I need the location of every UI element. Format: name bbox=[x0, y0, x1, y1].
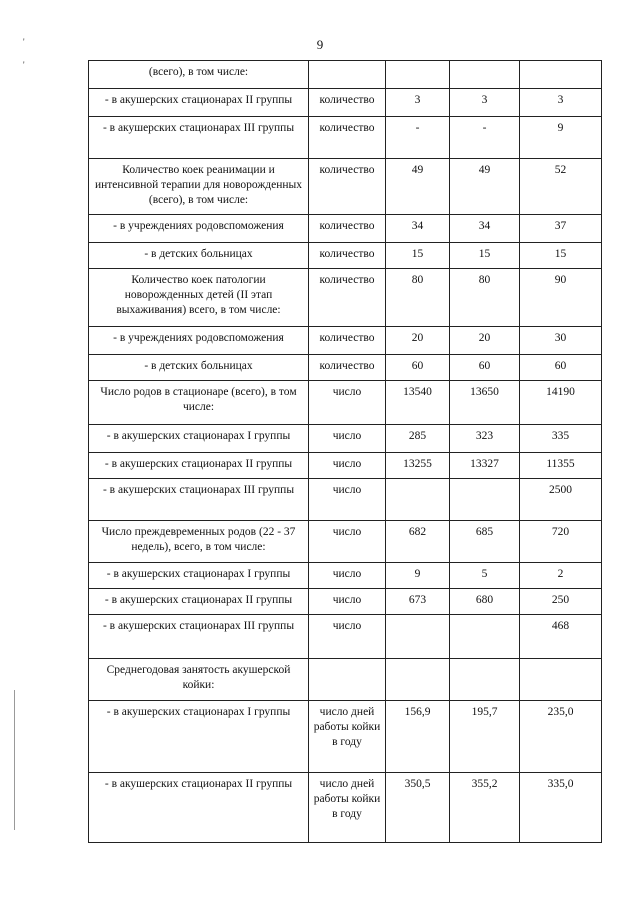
value-cell: 37 bbox=[520, 215, 602, 243]
indicator-cell: - в детских больницах bbox=[89, 355, 309, 381]
indicator-cell: - в акушерских стационарах III группы bbox=[89, 117, 309, 159]
table-row bbox=[89, 479, 602, 521]
value-cell: - bbox=[386, 117, 450, 159]
table-row bbox=[89, 61, 602, 89]
value-cell: 60 bbox=[450, 355, 520, 381]
unit-cell: количество bbox=[309, 159, 386, 215]
unit-cell: число дней работы койки в году bbox=[309, 701, 386, 773]
unit-cell: число дней работы койки в году bbox=[309, 773, 386, 843]
value-cell: - bbox=[450, 117, 520, 159]
table-row bbox=[89, 243, 602, 269]
value-cell: 335,0 bbox=[520, 773, 602, 843]
indicator-cell: Среднегодовая занятость акушерской койки: bbox=[89, 659, 309, 701]
value-cell: 350,5 bbox=[386, 773, 450, 843]
value-cell: 20 bbox=[450, 327, 520, 355]
value-cell: 15 bbox=[520, 243, 602, 269]
value-cell bbox=[386, 615, 450, 659]
value-cell bbox=[386, 659, 450, 701]
value-cell: 335 bbox=[520, 425, 602, 453]
value-cell: 20 bbox=[386, 327, 450, 355]
margin-mark: ' bbox=[23, 60, 25, 70]
unit-cell bbox=[309, 659, 386, 701]
table-row bbox=[89, 327, 602, 355]
value-cell: 468 bbox=[520, 615, 602, 659]
table-row bbox=[89, 159, 602, 215]
value-cell: 60 bbox=[520, 355, 602, 381]
value-cell: 13255 bbox=[386, 453, 450, 479]
value-cell: 235,0 bbox=[520, 701, 602, 773]
table-row bbox=[89, 589, 602, 615]
unit-cell: число bbox=[309, 615, 386, 659]
unit-cell: число bbox=[309, 563, 386, 589]
value-cell: 2500 bbox=[520, 479, 602, 521]
value-cell bbox=[520, 659, 602, 701]
table-row bbox=[89, 117, 602, 159]
unit-cell: число bbox=[309, 453, 386, 479]
table-row bbox=[89, 615, 602, 659]
value-cell: 685 bbox=[450, 521, 520, 563]
value-cell: 3 bbox=[450, 89, 520, 117]
table-row bbox=[89, 521, 602, 563]
value-cell: 13650 bbox=[450, 381, 520, 425]
value-cell: 14190 bbox=[520, 381, 602, 425]
unit-cell: количество bbox=[309, 89, 386, 117]
value-cell: 60 bbox=[386, 355, 450, 381]
value-cell: 30 bbox=[520, 327, 602, 355]
value-cell: 13327 bbox=[450, 453, 520, 479]
indicator-cell: - в акушерских стационарах II группы bbox=[89, 453, 309, 479]
margin-mark: ' bbox=[23, 37, 25, 47]
indicator-cell: - в акушерских стационарах II группы bbox=[89, 773, 309, 843]
page-number: 9 bbox=[316, 37, 324, 52]
value-cell: 34 bbox=[386, 215, 450, 243]
statistics-table bbox=[88, 60, 602, 843]
unit-cell: число bbox=[309, 381, 386, 425]
value-cell bbox=[386, 479, 450, 521]
value-cell: 15 bbox=[386, 243, 450, 269]
indicator-cell: Число преждевременных родов (22 - 37 недель), всего, в том числе: bbox=[89, 521, 309, 563]
table-row bbox=[89, 773, 602, 843]
table-row bbox=[89, 215, 602, 243]
unit-cell bbox=[309, 61, 386, 89]
value-cell: 682 bbox=[386, 521, 450, 563]
value-cell: 49 bbox=[386, 159, 450, 215]
table-row bbox=[89, 381, 602, 425]
value-cell bbox=[386, 61, 450, 89]
indicator-cell: - в учреждениях родовспоможения bbox=[89, 327, 309, 355]
unit-cell: число bbox=[309, 425, 386, 453]
unit-cell: число bbox=[309, 479, 386, 521]
unit-cell: количество bbox=[309, 117, 386, 159]
indicator-cell: - в детских больницах bbox=[89, 243, 309, 269]
value-cell: 34 bbox=[450, 215, 520, 243]
value-cell: 80 bbox=[450, 269, 520, 327]
unit-cell: количество bbox=[309, 243, 386, 269]
value-cell: 90 bbox=[520, 269, 602, 327]
indicator-cell: - в акушерских стационарах I группы bbox=[89, 701, 309, 773]
table-body bbox=[89, 61, 602, 843]
table-row bbox=[89, 563, 602, 589]
table-row bbox=[89, 453, 602, 479]
value-cell: 9 bbox=[386, 563, 450, 589]
value-cell: 720 bbox=[520, 521, 602, 563]
value-cell bbox=[520, 61, 602, 89]
value-cell: 80 bbox=[386, 269, 450, 327]
indicator-cell: - в акушерских стационарах I группы bbox=[89, 563, 309, 589]
indicator-cell: (всего), в том числе: bbox=[89, 61, 309, 89]
table-row bbox=[89, 89, 602, 117]
value-cell: 195,7 bbox=[450, 701, 520, 773]
unit-cell: число bbox=[309, 521, 386, 563]
unit-cell: число bbox=[309, 589, 386, 615]
value-cell: 52 bbox=[520, 159, 602, 215]
table-row bbox=[89, 269, 602, 327]
value-cell: 49 bbox=[450, 159, 520, 215]
value-cell: 680 bbox=[450, 589, 520, 615]
table-row bbox=[89, 701, 602, 773]
indicator-cell: - в акушерских стационарах III группы bbox=[89, 615, 309, 659]
indicator-cell: - в акушерских стационарах I группы bbox=[89, 425, 309, 453]
value-cell: 5 bbox=[450, 563, 520, 589]
value-cell: 3 bbox=[520, 89, 602, 117]
value-cell: 285 bbox=[386, 425, 450, 453]
unit-cell: количество bbox=[309, 355, 386, 381]
value-cell: 15 bbox=[450, 243, 520, 269]
value-cell bbox=[450, 615, 520, 659]
indicator-cell: Количество коек патологии новорожденных детей (II этап выхаживания) всего, в том числе: bbox=[89, 269, 309, 327]
value-cell: 13540 bbox=[386, 381, 450, 425]
value-cell: 250 bbox=[520, 589, 602, 615]
indicator-cell: - в акушерских стационарах II группы bbox=[89, 589, 309, 615]
indicator-cell: - в акушерских стационарах II группы bbox=[89, 89, 309, 117]
table-row bbox=[89, 425, 602, 453]
value-cell: 323 bbox=[450, 425, 520, 453]
value-cell: 11355 bbox=[520, 453, 602, 479]
value-cell: 2 bbox=[520, 563, 602, 589]
indicator-cell: Количество коек реанимации и интенсивной терапии для новорожденных (всего), в том числе: bbox=[89, 159, 309, 215]
indicator-cell: - в учреждениях родовспоможения bbox=[89, 215, 309, 243]
unit-cell: количество bbox=[309, 215, 386, 243]
indicator-cell: Число родов в стационаре (всего), в том числе: bbox=[89, 381, 309, 425]
indicator-cell: - в акушерских стационарах III группы bbox=[89, 479, 309, 521]
table-row bbox=[89, 659, 602, 701]
value-cell bbox=[450, 659, 520, 701]
margin-line bbox=[14, 690, 15, 830]
value-cell: 156,9 bbox=[386, 701, 450, 773]
value-cell bbox=[450, 479, 520, 521]
value-cell: 673 bbox=[386, 589, 450, 615]
table-row bbox=[89, 355, 602, 381]
value-cell bbox=[450, 61, 520, 89]
unit-cell: количество bbox=[309, 269, 386, 327]
value-cell: 9 bbox=[520, 117, 602, 159]
value-cell: 355,2 bbox=[450, 773, 520, 843]
value-cell: 3 bbox=[386, 89, 450, 117]
unit-cell: количество bbox=[309, 327, 386, 355]
